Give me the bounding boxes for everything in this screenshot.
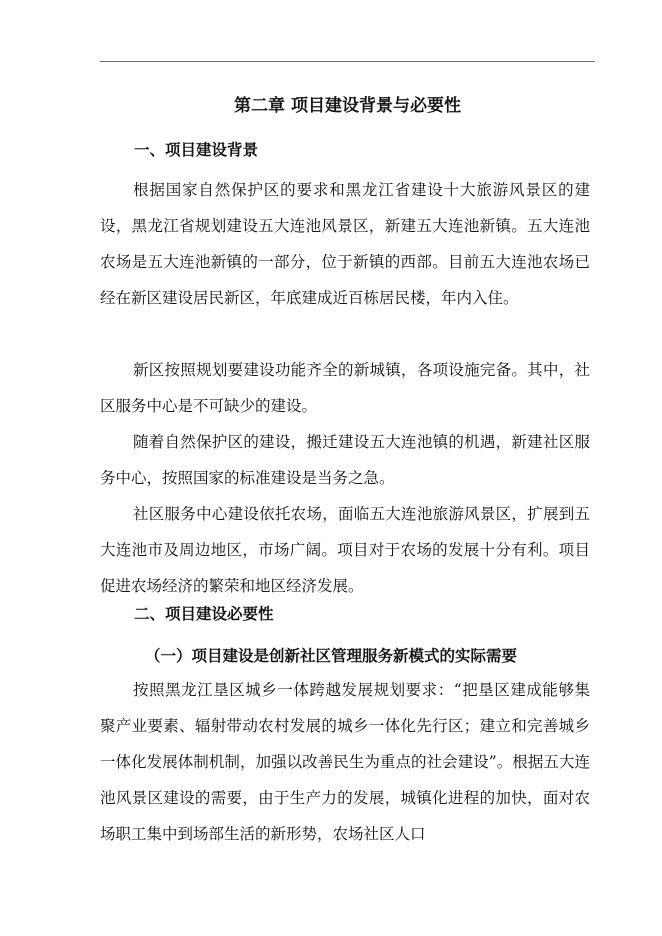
paragraph-background-1: 根据国家自然保护区的要求和黑龙江省建设十大旅游风景区的建设，黑龙江省规划建设五大连池风景区，新建五大连池新镇。五大连池农场是五大连池新镇的一部分，位于新镇的西部。目前五大连池农场已经在新区建设居民新区，年底建成近百栋居民楼，年内入住。	[100, 181, 590, 307]
paragraph-background-4: 社区服务中心建设依托农场，面临五大连池旅游风景区，扩展到五大连池市及周边地区，市场广阔。项目对于农场的发展十分有利。项目促进农场经济的繁荣和地区经济发展。	[100, 505, 590, 595]
paragraph-necessity-1: 按照黑龙江垦区城乡一体跨越发展规划要求：“把垦区建成能够集聚产业要素、辐射带动农村发展的城乡一体化先行区；建立和完善城乡一体化发展体制机制，加强以改善民生为重点的社会建设”。根据五大连池风景区建设的需要，由于生产力的发展，城镇化进程的加快，面对农场职工集中到场部生活的新形势，农场社区人口	[100, 681, 590, 843]
subsection-heading-1: （一）项目建设是创新社区管理服务新模式的实际需要	[145, 646, 518, 665]
paragraph-background-2: 新区按照规划要建设功能齐全的新城镇，各项设施完备。其中，社区服务中心是不可缺少的建设。	[100, 361, 590, 415]
section-heading-background: 一、项目建设背景	[134, 140, 259, 159]
header-rule	[100, 61, 595, 62]
chapter-title: 第二章 项目建设背景与必要性	[234, 96, 461, 116]
paragraph-background-3: 随着自然保护区的建设，搬迁建设五大连池镇的机遇，新建社区服务中心，按照国家的标准建设是当务之急。	[100, 433, 590, 487]
section-heading-necessity: 二、项目建设必要性	[134, 604, 274, 623]
